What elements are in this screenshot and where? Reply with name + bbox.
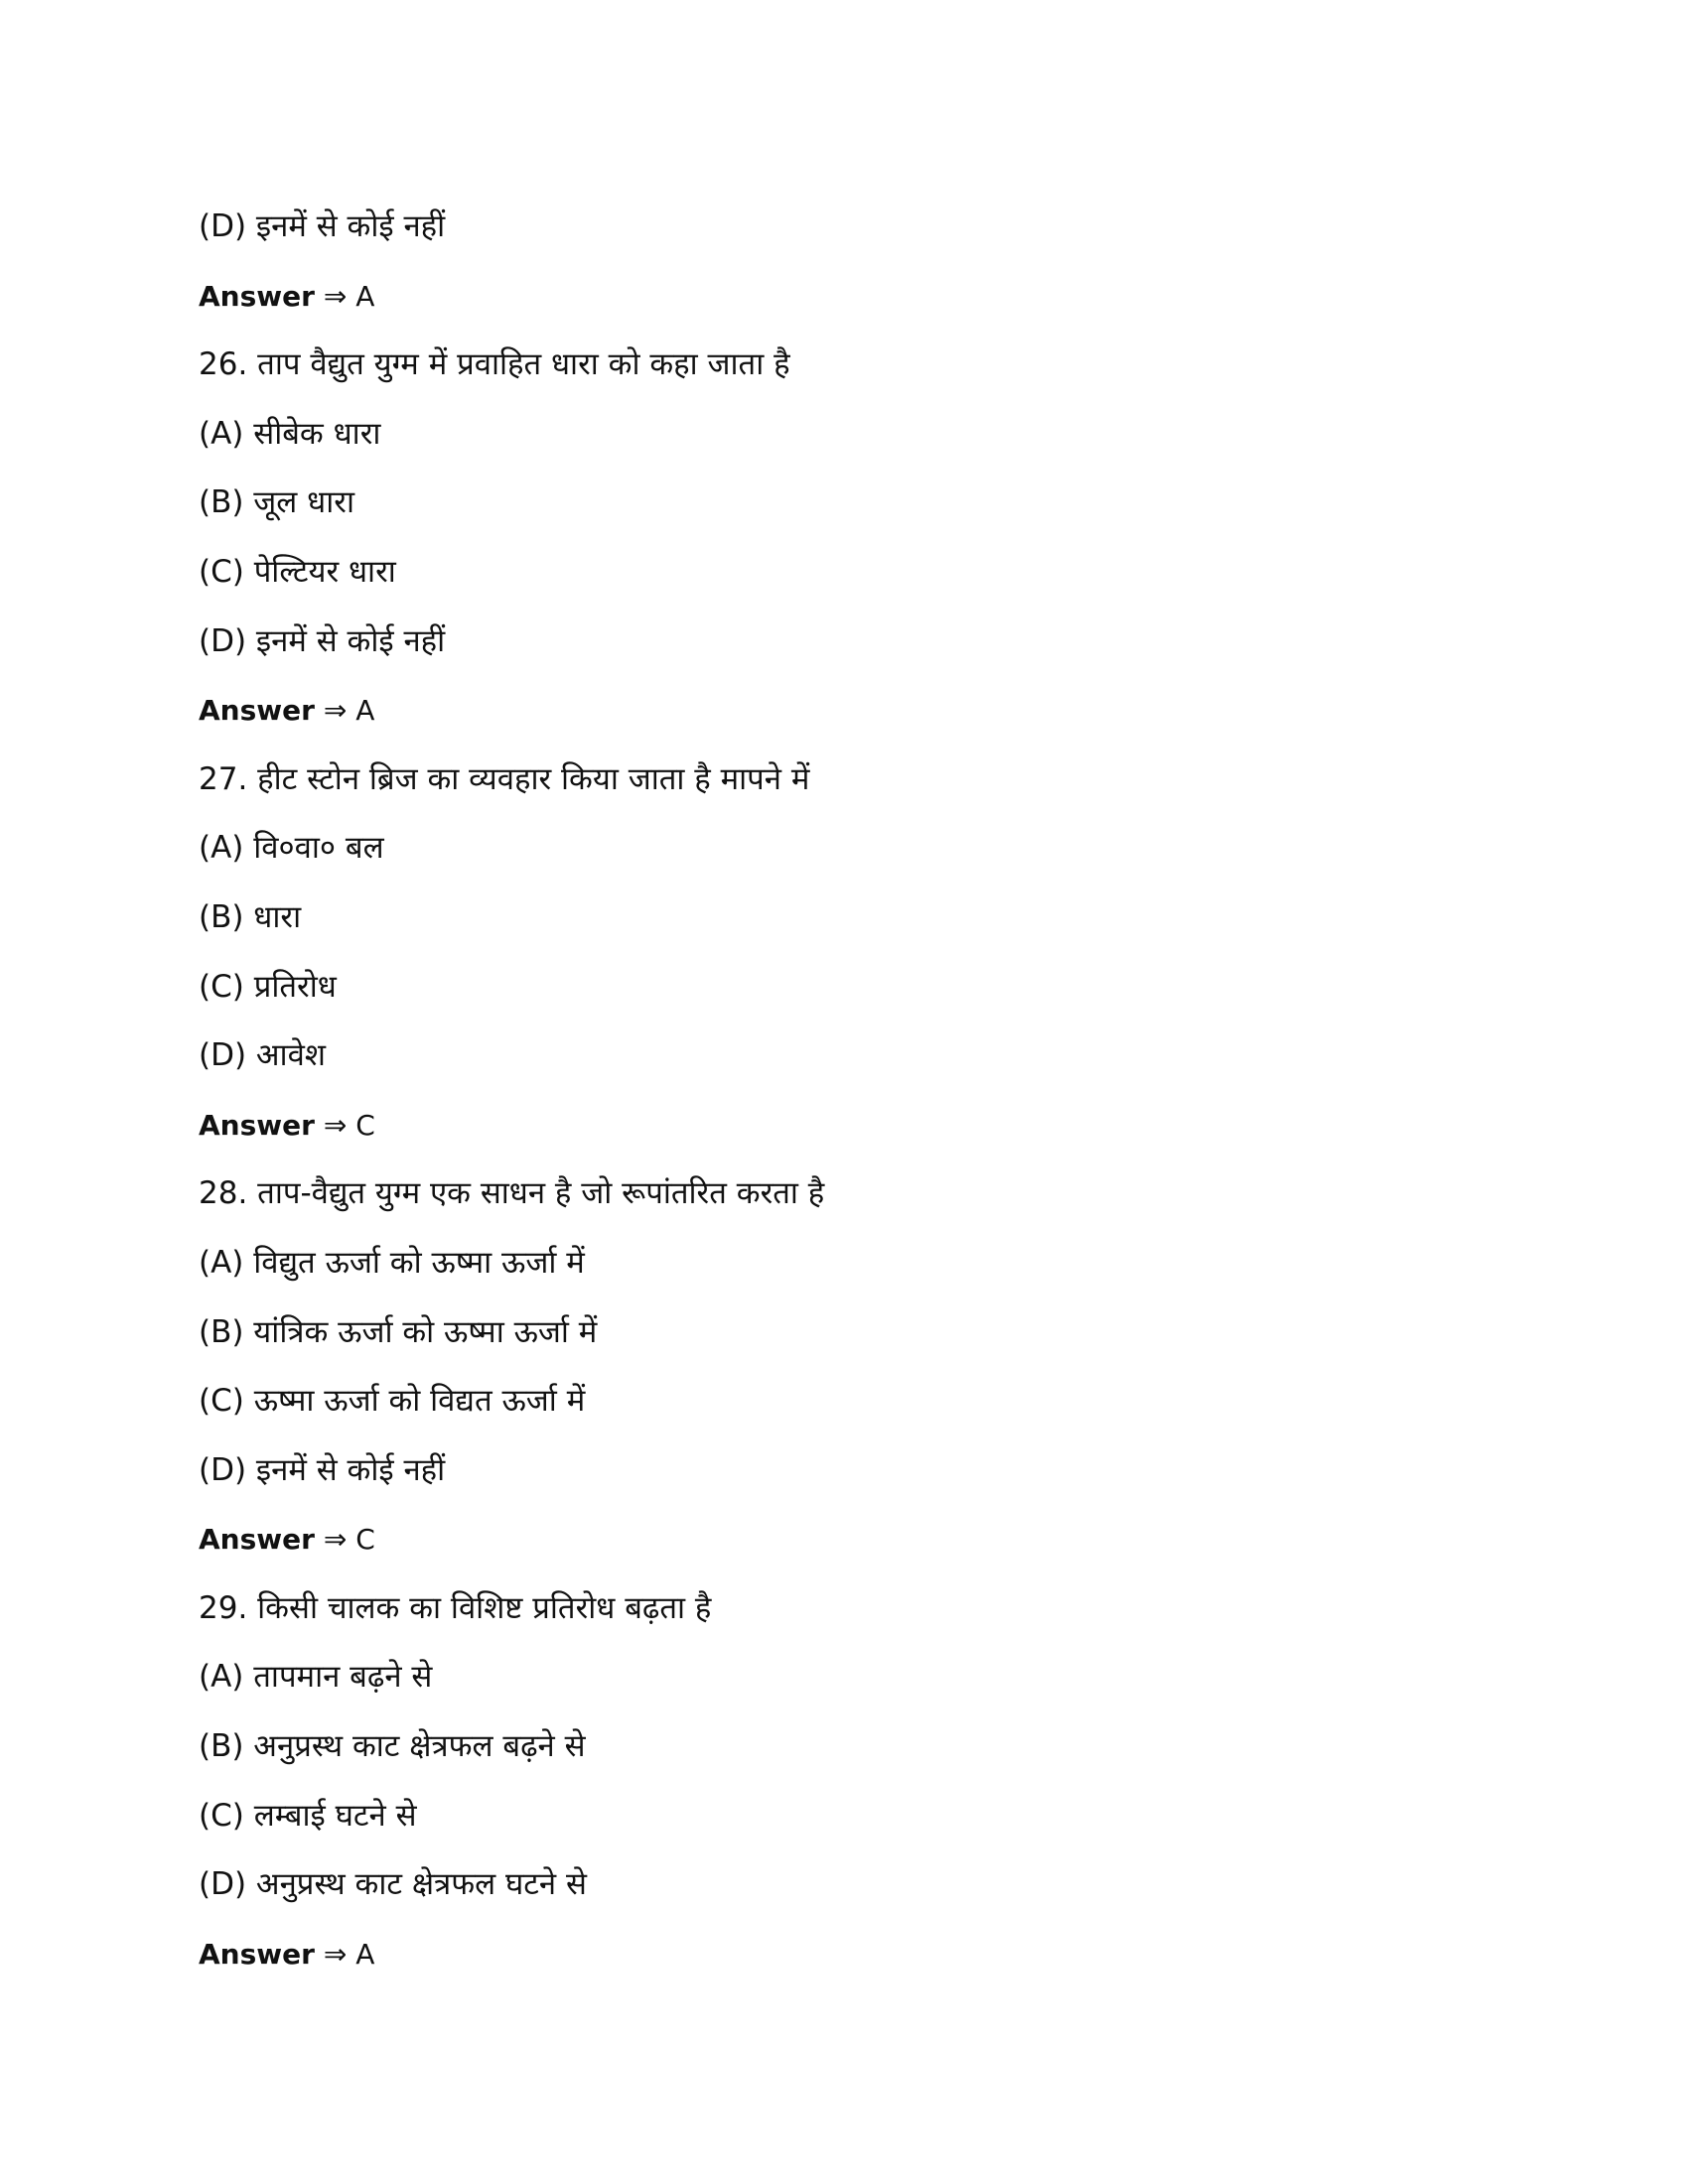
answer-line xyxy=(199,262,1489,332)
question-list xyxy=(199,193,1489,1988)
answer-line xyxy=(199,1920,1489,1989)
answer-line xyxy=(199,1505,1489,1574)
answer-value: ⇒ A xyxy=(323,279,375,313)
option-b: (B) धारा xyxy=(199,898,302,935)
answer-label: Answer xyxy=(199,279,315,313)
question-26: 26. ताप वैद्युत युग्म में प्रवाहित धारा को कहा जाता है xyxy=(199,346,790,383)
option-d: (D) इनमें से कोई नहीं xyxy=(199,1451,446,1488)
option-c: (C) प्रतिरोध xyxy=(199,968,337,1005)
option-b: (B) जूल धारा xyxy=(199,484,354,521)
answer-value: ⇒ A xyxy=(323,694,375,728)
option-b: (B) यांत्रिक ऊर्जा को ऊष्मा ऊर्जा में xyxy=(199,1313,598,1350)
answer-label: Answer xyxy=(199,694,315,728)
option-b: (B) अनुप्रस्थ काट क्षेत्रफल बढ़ने से xyxy=(199,1728,586,1765)
question-27: 27. हीट स्टोन ब्रिज का व्यवहार किया जाता है मापने में xyxy=(199,760,810,797)
option-d: (D) अनुप्रस्थ काट क्षेत्रफल घटने से xyxy=(199,1866,587,1903)
option-a: (A) विद्युत ऊर्जा को ऊष्मा ऊर्जा में xyxy=(199,1244,585,1281)
option-a: (A) सीबेक धारा xyxy=(199,415,381,452)
answer-line xyxy=(199,1091,1489,1160)
option-c: (C) लम्बाई घटने से xyxy=(199,1797,417,1834)
option-d: (D) इनमें से कोई नहीं xyxy=(199,622,446,659)
option-c: (C) ऊष्मा ऊर्जा को विद्यत ऊर्जा में xyxy=(199,1383,586,1420)
answer-value: ⇒ C xyxy=(323,1108,375,1142)
option-a: (A) तापमान बढ़ने से xyxy=(199,1659,433,1696)
answer-label: Answer xyxy=(199,1937,315,1971)
option-c: (C) पेल्टियर धारा xyxy=(199,553,396,590)
answer-value: ⇒ A xyxy=(323,1937,375,1971)
answer-line xyxy=(199,676,1489,746)
option-a: (A) वि०वा० बल xyxy=(199,830,384,867)
option-d: (D) आवेश xyxy=(199,1037,326,1074)
answer-value: ⇒ C xyxy=(323,1523,375,1557)
answer-label: Answer xyxy=(199,1108,315,1142)
answer-label: Answer xyxy=(199,1523,315,1557)
question-28: 28. ताप-वैद्युत युग्म एक साधन है जो रूपांतरित करता है xyxy=(199,1175,825,1212)
option-d: (D) इनमें से कोई नहीं xyxy=(199,208,446,244)
question-29: 29. किसी चालक का विशिष्ट प्रतिरोध बढ़ता है xyxy=(199,1589,712,1626)
